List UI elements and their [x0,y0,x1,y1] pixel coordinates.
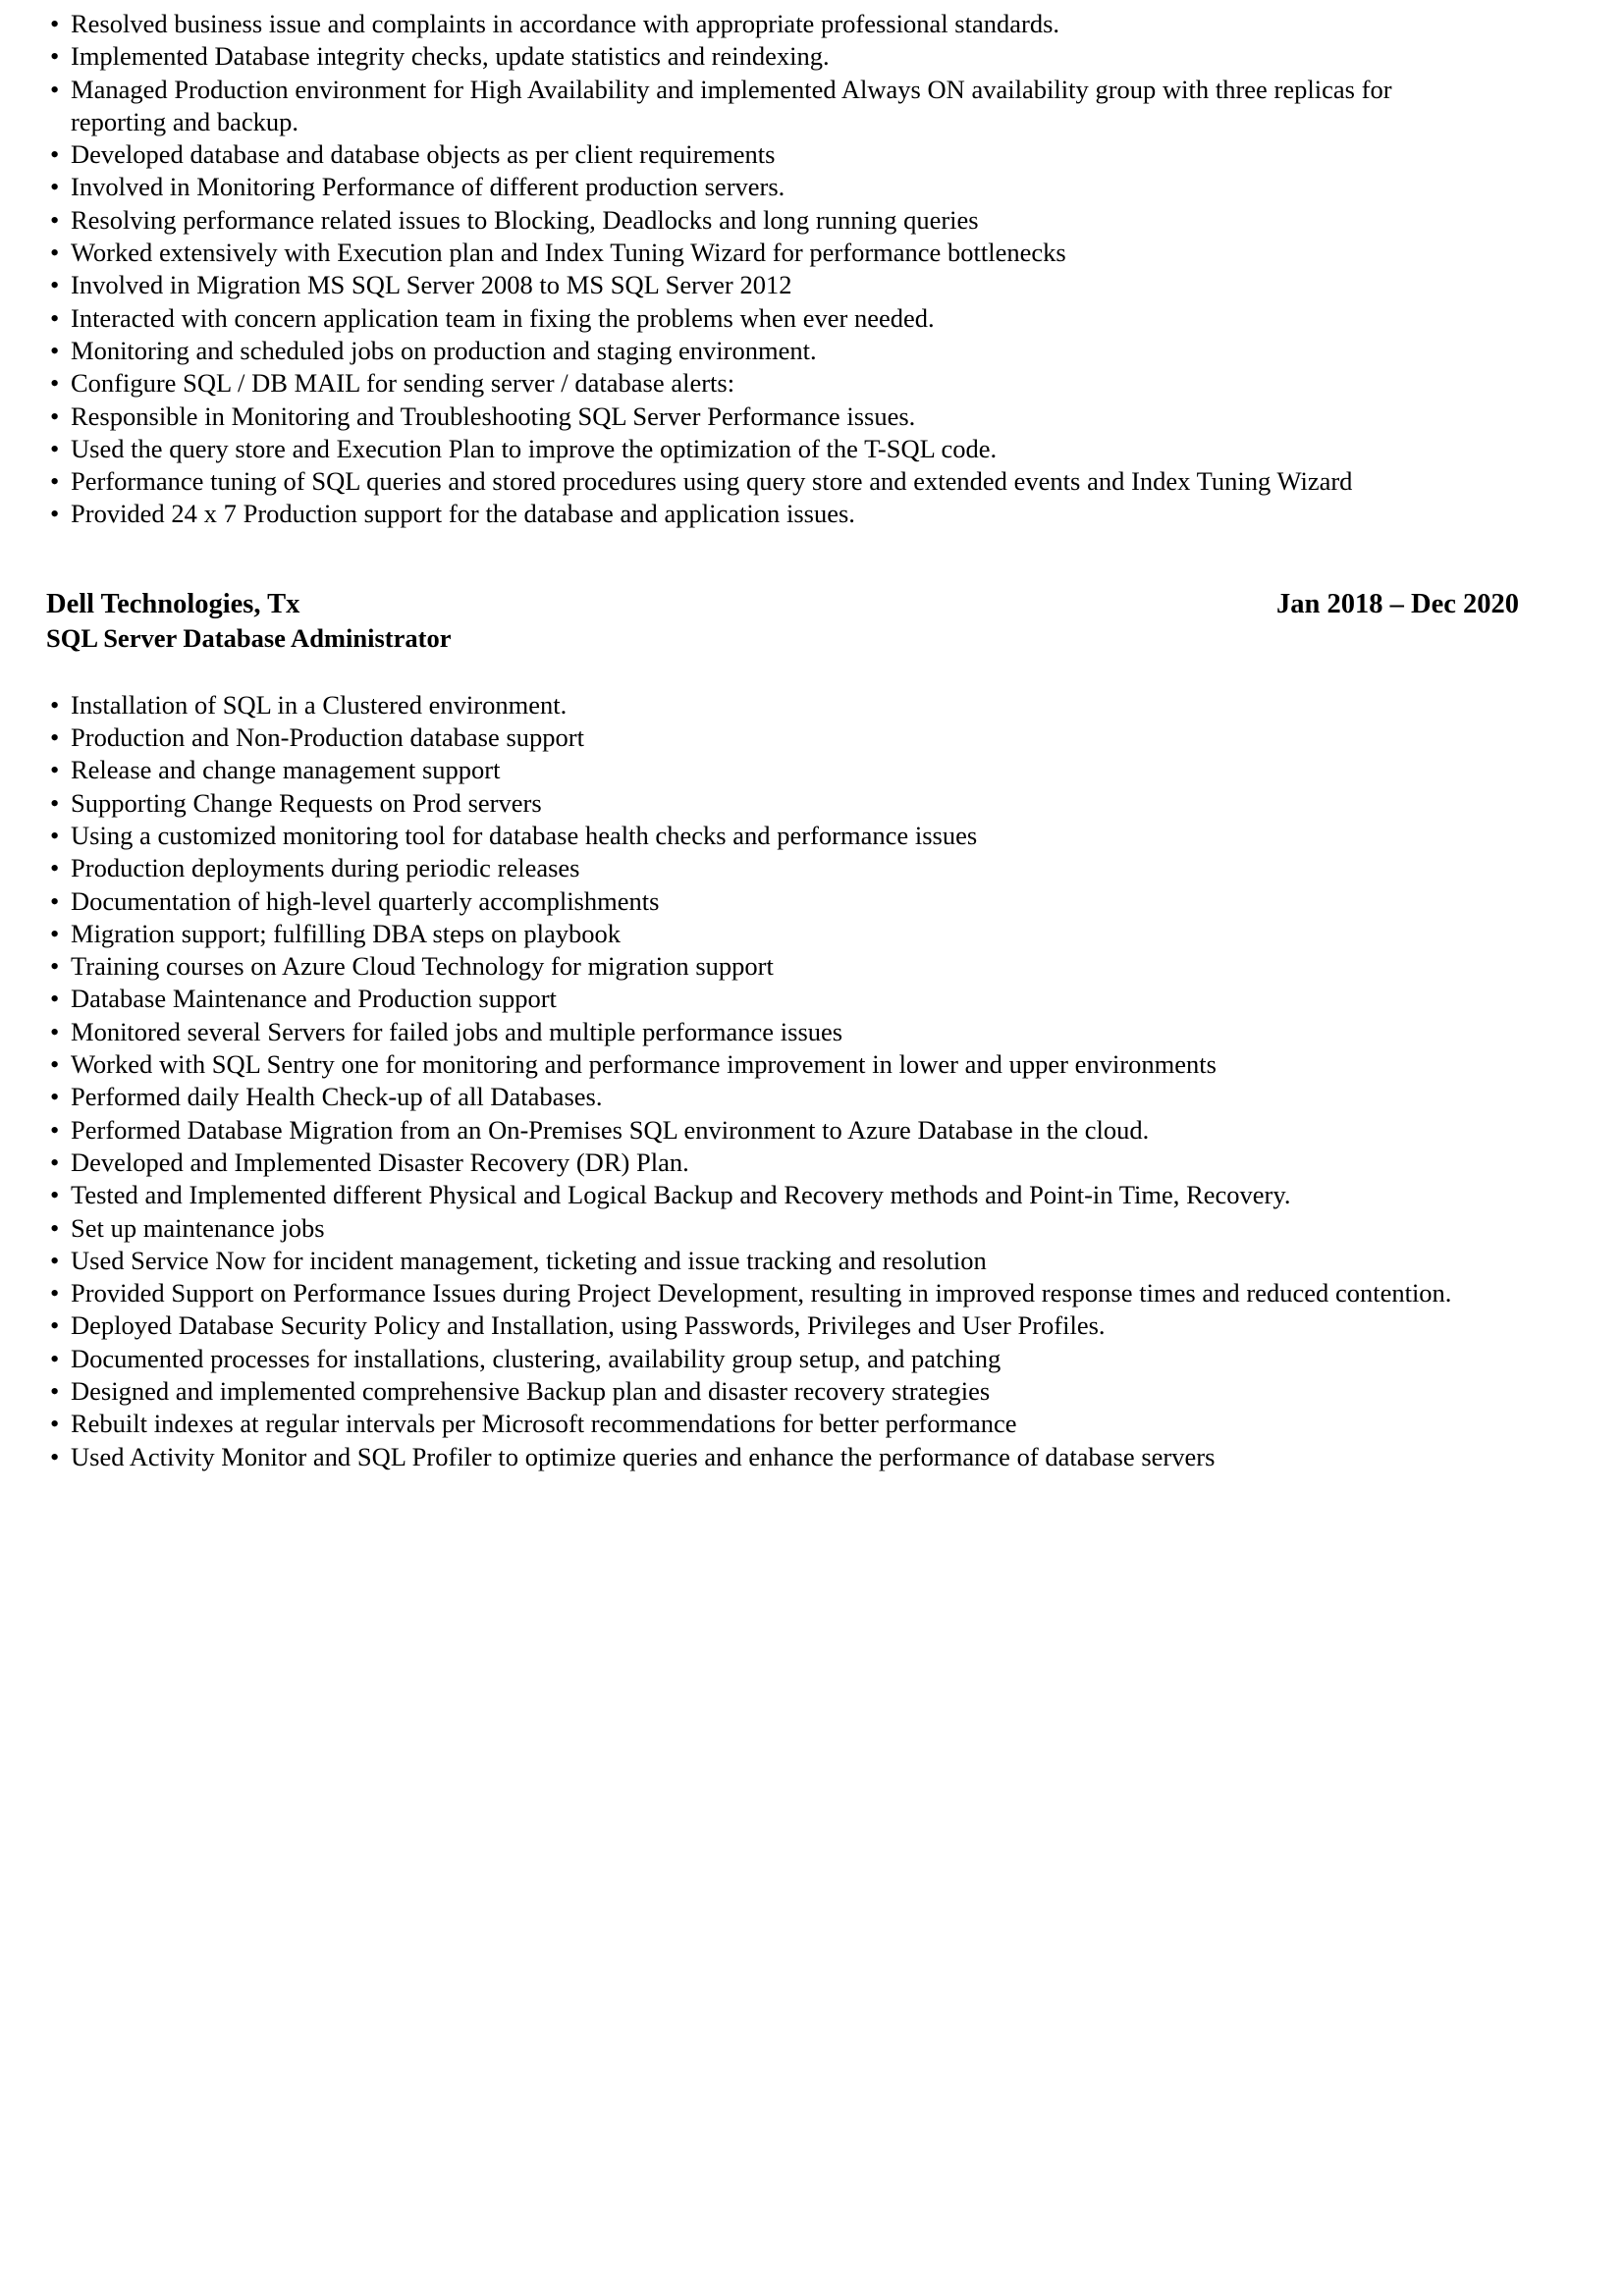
job-title: SQL Server Database Administrator [46,622,452,653]
list-item: • Production deployments during periodic releases [46,852,1462,884]
section-gap [46,531,1519,588]
list-item: • Monitored several Servers for failed jobs and multiple performance issues [46,1016,1462,1048]
list-item: • Interacted with concern application team in fixing the problems when ever needed. [46,302,1462,335]
list-item: • Migration support; fulfilling DBA steps on playbook [46,918,1462,950]
page-content [46,8,1519,1473]
list-item: • Resolved business issue and complaints in accordance with appropriate professional standards. [46,8,1462,40]
list-item: • Provided 24 x 7 Production support for the database and application issues. [46,498,1462,530]
list-item: • Documented processes for installations, clustering, availability group setup, and patching [46,1343,1462,1375]
list-item: • Worked with SQL Sentry one for monitoring and performance improvement in lower and upper environments [46,1048,1462,1081]
list-item: • Performed Database Migration from an On-Premises SQL environment to Azure Database in the cloud. [46,1114,1462,1147]
list-item: • Resolving performance related issues to Blocking, Deadlocks and long running queries [46,204,1462,237]
list-item: • Performance tuning of SQL queries and stored procedures using query store and extended events and Index Tuning Wizard [46,465,1462,498]
header-gap [46,654,1519,689]
list-item: • Documentation of high-level quarterly accomplishments [46,885,1462,918]
experience-header [46,588,1519,654]
list-item: • Designed and implemented comprehensive Backup plan and disaster recovery strategies [46,1375,1462,1408]
list-item: • Involved in Migration MS SQL Server 2008 to MS SQL Server 2012 [46,269,1462,301]
list-item: • Release and change management support [46,754,1462,786]
list-item: • Performed daily Health Check-up of all Databases. [46,1081,1462,1113]
list-item: • Implemented Database integrity checks, update statistics and reindexing. [46,40,1462,73]
list-item: • Using a customized monitoring tool for database health checks and performance issues [46,820,1462,852]
list-item: • Developed and Implemented Disaster Recovery (DR) Plan. [46,1147,1462,1179]
employment-dates: Jan 2018 – Dec 2020 [1276,588,1519,619]
list-item: • Installation of SQL in a Clustered environment. [46,689,1462,721]
list-item: • Rebuilt indexes at regular intervals per Microsoft recommendations for better performance [46,1408,1462,1440]
responsibilities-list-previous-role [46,8,1462,531]
list-item: • Used the query store and Execution Plan to improve the optimization of the T-SQL code. [46,433,1462,465]
list-item: • Production and Non-Production database support [46,721,1462,754]
list-item: • Managed Production environment for High Availability and implemented Always ON availability group with three replicas for reporting and backup. [46,74,1462,139]
list-item: • Set up maintenance jobs [46,1212,1462,1245]
list-item: • Tested and Implemented different Physical and Logical Backup and Recovery methods and Point-in Time, Recovery. [46,1179,1462,1211]
list-item: • Developed database and database objects as per client requirements [46,138,1462,171]
list-item: • Database Maintenance and Production support [46,983,1462,1015]
list-item: • Provided Support on Performance Issues during Project Development, resulting in improved response times and reduced contention. [46,1277,1462,1309]
list-item: • Responsible in Monitoring and Troubleshooting SQL Server Performance issues. [46,400,1462,433]
list-item: • Used Service Now for incident management, ticketing and issue tracking and resolution [46,1245,1462,1277]
list-item: • Used Activity Monitor and SQL Profiler to optimize queries and enhance the performance of database servers [46,1441,1462,1473]
responsibilities-list-dell [46,689,1462,1473]
list-item: • Worked extensively with Execution plan and Index Tuning Wizard for performance bottlenecks [46,237,1462,269]
list-item: • Deployed Database Security Policy and Installation, using Passwords, Privileges and User Profiles. [46,1309,1462,1342]
list-item: • Supporting Change Requests on Prod servers [46,787,1462,820]
list-item: • Training courses on Azure Cloud Technology for migration support [46,950,1462,983]
company-name: Dell Technologies, Tx [46,588,300,619]
list-item: • Monitoring and scheduled jobs on production and staging environment. [46,335,1462,367]
list-item: • Configure SQL / DB MAIL for sending server / database alerts: [46,367,1462,400]
experience-header-row [46,588,1519,621]
list-item: • Involved in Monitoring Performance of different production servers. [46,171,1462,203]
